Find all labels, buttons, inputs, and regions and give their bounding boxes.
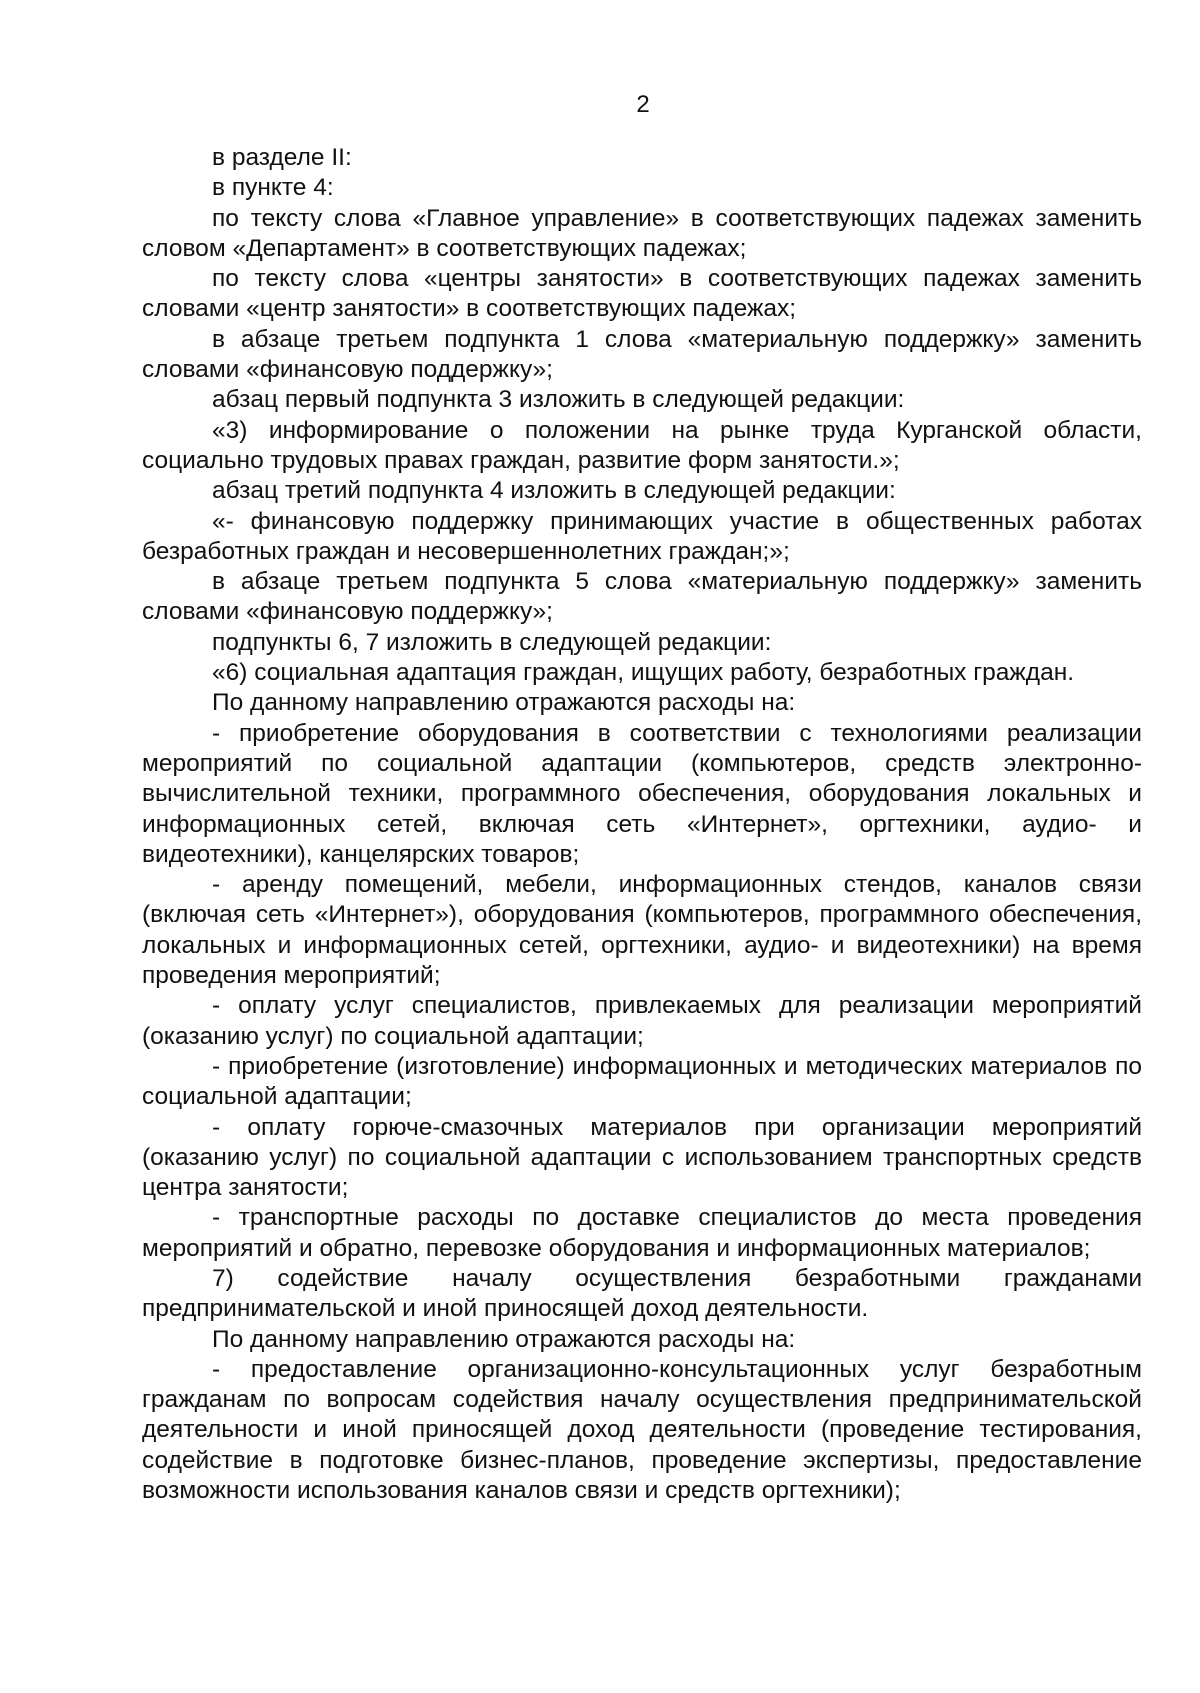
page-number: 2	[636, 91, 650, 118]
paragraph: - транспортные расходы по доставке специалистов до места проведения мероприятий и обратно, перевозке оборудования и информационных материалов;	[142, 1204, 1142, 1262]
paragraph: - оплату горюче-смазочных материалов при организации мероприятий (оказанию услуг) по социальной адаптации с использованием транспортных средств центра занятости;	[142, 1113, 1142, 1202]
paragraph: в абзаце третьем подпункта 5 слова «материальную поддержку» заменить словами «финансовую поддержку»;	[142, 568, 1142, 626]
paragraph: абзац третий подпункта 4 изложить в следующей редакции:	[212, 477, 896, 505]
paragraph: - предоставление организационно-консультационных услуг безработным гражданам по вопросам содействия началу осуществления предпринимательской деятельности и иной приносящей доход деятельности (проведение тестирования, содействие в подготовке бизнес-планов, проведение экспертизы, предоставление возможности использования каналов связи и средств оргтехники);	[142, 1355, 1142, 1505]
paragraph: - приобретение (изготовление) информационных и методических материалов по социальной адаптации;	[142, 1052, 1142, 1111]
paragraph: 7) содействие началу осуществления безработными гражданами предпринимательской и иной приносящей доход деятельности.	[142, 1264, 1142, 1323]
paragraph: в абзаце третьем подпункта 1 слова «материальную поддержку» заменить словами «финансовую поддержку»;	[142, 325, 1142, 384]
paragraph: подпункты 6, 7 изложить в следующей редакции:	[212, 628, 772, 656]
paragraph: - приобретение оборудования в соответствии с технологиями реализации мероприятий по социальной адаптации (компьютеров, средств электронно-вычислительной техники, программного обеспечения, оборудования локальных и информационных сетей, включая сеть «Интернет», оргтехники, аудио- и видеотехники), канцелярских товаров;	[142, 719, 1142, 868]
paragraph: по тексту слова «центры занятости» в соответствующих падежах заменить словами «центр занятости» в соответствующих падежах;	[142, 265, 1142, 323]
paragraph: «3) информирование о положении на рынке труда Курганской области, социально трудовых правах граждан, развитие форм занятости.»;	[142, 416, 1142, 474]
paragraph: абзац первый подпункта 3 изложить в следующей редакции:	[212, 386, 905, 414]
paragraph: По данному направлению отражаются расходы на:	[212, 689, 796, 717]
paragraph: По данному направлению отражаются расходы на:	[212, 1325, 796, 1353]
paragraph: «6) социальная адаптация граждан, ищущих работу, безработных граждан.	[212, 659, 1075, 687]
paragraph: - оплату услуг специалистов, привлекаемых для реализации мероприятий (оказанию услуг) по социальной адаптации;	[142, 992, 1142, 1050]
paragraph: - аренду помещений, мебели, информационных стендов, каналов связи (включая сеть «Интернет»), оборудования (компьютеров, программного обеспечения, локальных и информационных сетей, оргтехники, аудио- и видеотехники) на время проведения мероприятий;	[142, 871, 1142, 990]
document-body	[142, 143, 1142, 1506]
paragraph: в разделе II:	[212, 144, 352, 171]
paragraph: в пункте 4:	[212, 174, 334, 202]
paragraph: «- финансовую поддержку принимающих участие в общественных работах безработных граждан и несовершеннолетних граждан;»;	[142, 507, 1142, 565]
paragraph: по тексту слова «Главное управление» в соответствующих падежах заменить словом «Департамент» в соответствующих падежах;	[142, 204, 1142, 262]
